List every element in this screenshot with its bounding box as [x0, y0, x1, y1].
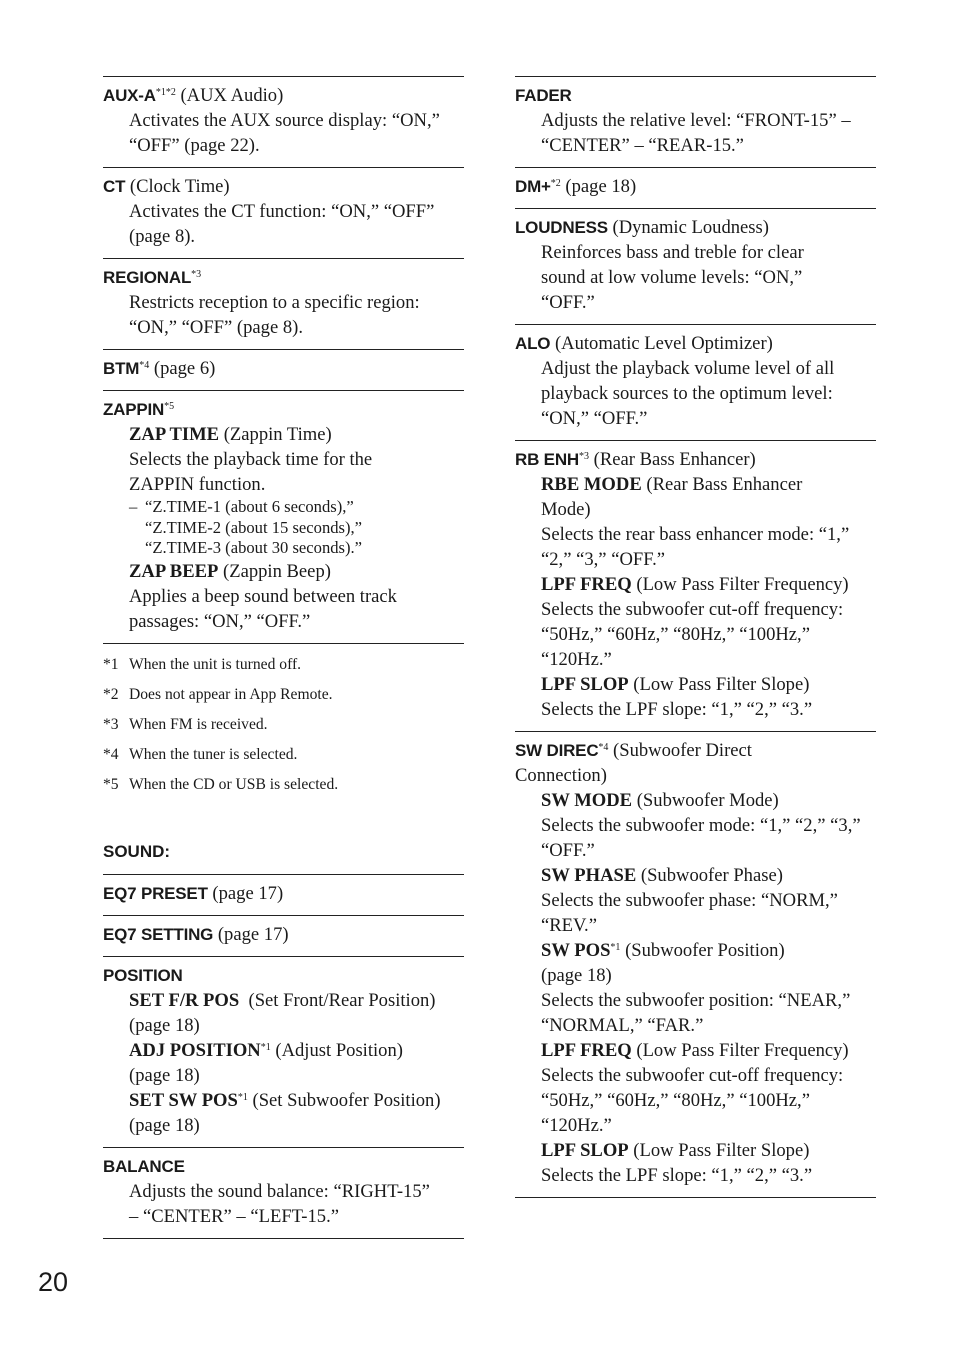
fader-section	[515, 76, 876, 167]
rbe-mode-desc-line: “2,” “3,” “OFF.”	[541, 549, 665, 570]
option-item: “Z.TIME-1 (about 6 seconds),”	[145, 497, 354, 516]
footnote-ref: *1*2	[155, 87, 176, 98]
footnote-mark: *2	[103, 685, 119, 703]
loudness-desc-line: sound at low volume levels: “ON,”	[541, 267, 803, 288]
ct-desc-line: (page 8).	[129, 226, 196, 247]
zap-beep-desc-line: passages: “ON,” “OFF.”	[129, 610, 311, 632]
eq7-preset-keyword: EQ7 PRESET	[103, 883, 208, 903]
position-section	[103, 956, 464, 1147]
footnote-text: When the unit is turned off.	[129, 655, 302, 673]
rbe-mode-title: (Rear Bass Enhancer	[641, 474, 803, 495]
btm-keyword: BTM	[103, 359, 140, 378]
regional-keyword: REGIONAL	[103, 268, 192, 287]
rb-enh-section	[515, 440, 876, 731]
eq7-preset-title: (page 17)	[207, 882, 284, 904]
fader-keyword: FADER	[515, 86, 572, 105]
lpf-slop-keyword: LPF SLOP	[541, 674, 629, 695]
footnote-text: When the tuner is selected.	[129, 745, 298, 763]
footnote-ref: *3	[191, 269, 202, 280]
lpf-slop-keyword: LPF SLOP	[541, 1140, 629, 1161]
zap-beep-title: (Zappin Beep)	[218, 560, 331, 582]
dm-title: (page 18)	[560, 176, 637, 197]
btm-title: (page 6)	[149, 358, 216, 379]
lpf-slop-desc-line: Selects the LPF slope: “1,” “2,” “3.”	[541, 1165, 813, 1186]
rbe-mode-desc-line: Selects the rear bass enhancer mode: “1,”	[541, 524, 850, 545]
ct-desc-line: Activates the CT function: “ON,” “OFF”	[129, 201, 435, 222]
footnote	[103, 716, 464, 746]
balance-keyword: BALANCE	[103, 1156, 185, 1176]
adj-position-title: (Adjust Position)	[270, 1039, 403, 1061]
alo-keyword: ALO	[515, 334, 551, 353]
sw-pos-desc-line: “NORMAL,” “FAR.”	[541, 1015, 704, 1036]
lpf-freq-desc-line: Selects the subwoofer cut-off frequency:	[541, 599, 844, 620]
lpf-freq-desc-line: “50Hz,” “60Hz,” “80Hz,” “100Hz,”	[541, 624, 810, 645]
zap-beep-keyword: ZAP BEEP	[129, 560, 219, 582]
loudness-desc-line: “OFF.”	[541, 292, 595, 313]
footnote-mark: *4	[103, 745, 119, 763]
alo-desc-line: playback sources to the optimum level:	[541, 383, 833, 404]
regional-desc-line: Restricts reception to a specific region:	[129, 292, 420, 313]
page-number: 20	[38, 1267, 69, 1297]
footnote-ref: *1	[610, 942, 621, 953]
footnotes	[103, 656, 464, 806]
footnote-ref: *1	[237, 1091, 248, 1103]
lpf-freq-keyword: LPF FREQ	[541, 1040, 632, 1061]
zappin-keyword: ZAPPIN	[103, 400, 165, 419]
page-ref: (page 18)	[541, 965, 612, 986]
zap-time-keyword: ZAP TIME	[129, 424, 220, 445]
aux-a-desc-line: Activates the AUX source display: “ON,”	[129, 110, 440, 131]
sw-phase-keyword: SW PHASE	[541, 865, 637, 886]
sw-pos-desc-line: Selects the subwoofer position: “NEAR,”	[541, 990, 851, 1011]
footnote-mark: *1	[103, 655, 119, 673]
footnote-ref: *3	[578, 451, 589, 462]
footnote-text: Does not appear in App Remote.	[129, 685, 333, 703]
regional-section	[103, 258, 464, 349]
footnote-text: When FM is received.	[129, 715, 268, 733]
sw-pos-title: (Subwoofer Position)	[620, 940, 785, 961]
loudness-title: (Dynamic Loudness)	[607, 217, 769, 238]
position-keyword: POSITION	[103, 965, 183, 985]
aux-a-keyword: AUX-A	[103, 86, 156, 105]
rb-enh-title: (Rear Bass Enhancer)	[588, 449, 756, 470]
aux-a-section	[103, 76, 464, 167]
btm-section	[103, 349, 464, 390]
zap-beep-desc-line: Applies a beep sound between track	[129, 585, 397, 607]
lpf-freq-desc-line: “120Hz.”	[541, 649, 612, 670]
sw-mode-desc-line: Selects the subwoofer mode: “1,” “2,” “3,”	[541, 815, 861, 836]
aux-a-desc-line: “OFF” (page 22).	[129, 135, 260, 156]
footnote-ref: *2	[550, 178, 561, 189]
sw-phase-title: (Subwoofer Phase)	[636, 865, 783, 886]
footnote-mark: *3	[103, 715, 119, 733]
sw-phase-desc-line: “REV.”	[541, 915, 597, 936]
balance-desc-line: – “CENTER” – “LEFT-15.”	[129, 1205, 339, 1227]
zap-time-desc-line: ZAPPIN function.	[129, 474, 266, 495]
left-column	[103, 76, 464, 1239]
sw-direc-title-cont: Connection)	[515, 765, 607, 786]
dm-keyword: DM+	[515, 177, 551, 196]
sw-direc-title: (Subwoofer Direct	[608, 740, 752, 761]
ct-title: (Clock Time)	[125, 176, 230, 197]
eq7-setting-title: (page 17)	[213, 923, 289, 945]
eq7-setting-section	[103, 915, 464, 956]
footnote-ref: *1	[260, 1041, 271, 1053]
option-item: “Z.TIME-2 (about 15 seconds),”	[145, 517, 363, 537]
lpf-freq-title: (Low Pass Filter Frequency)	[631, 574, 849, 595]
eq7-preset-section	[103, 874, 464, 915]
zap-time-desc-line: Selects the playback time for the	[129, 449, 373, 470]
sound-heading: SOUND:	[103, 841, 171, 861]
fader-desc-line: “CENTER” – “REAR-15.”	[541, 135, 744, 156]
page-ref: (page 18)	[129, 1014, 200, 1036]
ct-keyword: CT	[103, 177, 126, 196]
sw-mode-desc-line: “OFF.”	[541, 840, 595, 861]
sw-mode-keyword: SW MODE	[541, 790, 633, 811]
page-ref: (page 18)	[129, 1064, 200, 1086]
lpf-slop-title: (Low Pass Filter Slope)	[628, 1140, 810, 1161]
adj-position-keyword: ADJ POSITION	[129, 1039, 261, 1061]
sw-direc-keyword: SW DIREC	[515, 741, 599, 760]
dash-bullet: –	[129, 497, 138, 516]
lpf-freq-title: (Low Pass Filter Frequency)	[631, 1040, 849, 1061]
zappin-section	[103, 390, 464, 644]
footnote	[103, 686, 464, 716]
sw-mode-title: (Subwoofer Mode)	[632, 790, 779, 811]
alo-desc-line: “ON,” “OFF.”	[541, 408, 648, 429]
ct-section	[103, 167, 464, 258]
eq7-setting-keyword: EQ7 SETTING	[103, 924, 214, 944]
balance-desc-line: Adjusts the sound balance: “RIGHT-15”	[129, 1180, 430, 1202]
footnote	[103, 656, 464, 686]
rbe-mode-keyword: RBE MODE	[541, 474, 642, 495]
footnote	[103, 746, 464, 776]
footnote-ref: *4	[139, 360, 150, 371]
sw-phase-desc-line: Selects the subwoofer phase: “NORM,”	[541, 890, 838, 911]
loudness-desc-line: Reinforces bass and treble for clear	[541, 242, 804, 263]
right-column	[515, 76, 876, 1198]
zap-time-title: (Zappin Time)	[219, 424, 332, 445]
footnote-ref: *5	[164, 401, 175, 412]
zap-time-options	[103, 497, 464, 559]
sw-direc-section	[515, 731, 876, 1198]
fader-desc-line: Adjusts the relative level: “FRONT-15” –	[541, 110, 851, 131]
footnote-text: When the CD or USB is selected.	[129, 775, 339, 793]
lpf-slop-desc-line: Selects the LPF slope: “1,” “2,” “3.”	[541, 699, 813, 720]
lpf-freq-desc-line: “50Hz,” “60Hz,” “80Hz,” “100Hz,”	[541, 1090, 810, 1111]
alo-desc-line: Adjust the playback volume level of all	[541, 358, 835, 379]
lpf-freq-keyword: LPF FREQ	[541, 574, 632, 595]
page-ref: (page 18)	[129, 1114, 200, 1136]
set-fr-pos-title: (Set Front/Rear Position)	[239, 989, 436, 1011]
footnote-ref: *4	[598, 742, 609, 753]
rbe-mode-title-cont: Mode)	[541, 499, 591, 520]
footnote	[103, 776, 464, 806]
dm-section	[515, 167, 876, 208]
lpf-freq-desc-line: “120Hz.”	[541, 1115, 612, 1136]
option-item: “Z.TIME-3 (about 30 seconds).”	[145, 538, 363, 557]
sw-pos-keyword: SW POS	[541, 940, 611, 961]
alo-title: (Automatic Level Optimizer)	[550, 333, 773, 354]
set-sw-pos-keyword: SET SW POS	[129, 1089, 238, 1111]
balance-section	[103, 1147, 464, 1239]
aux-a-title: (AUX Audio)	[175, 85, 284, 106]
loudness-keyword: LOUDNESS	[515, 218, 608, 237]
loudness-section	[515, 208, 876, 324]
rb-enh-keyword: RB ENH	[515, 450, 579, 469]
alo-section	[515, 324, 876, 440]
lpf-slop-title: (Low Pass Filter Slope)	[628, 674, 810, 695]
set-sw-pos-title: (Set Subwoofer Position)	[247, 1089, 441, 1111]
set-fr-pos-keyword: SET F/R POS	[129, 989, 240, 1011]
lpf-freq-desc-line: Selects the subwoofer cut-off frequency:	[541, 1065, 844, 1086]
regional-desc-line: “ON,” “OFF” (page 8).	[129, 317, 303, 338]
footnote-mark: *5	[103, 775, 119, 793]
